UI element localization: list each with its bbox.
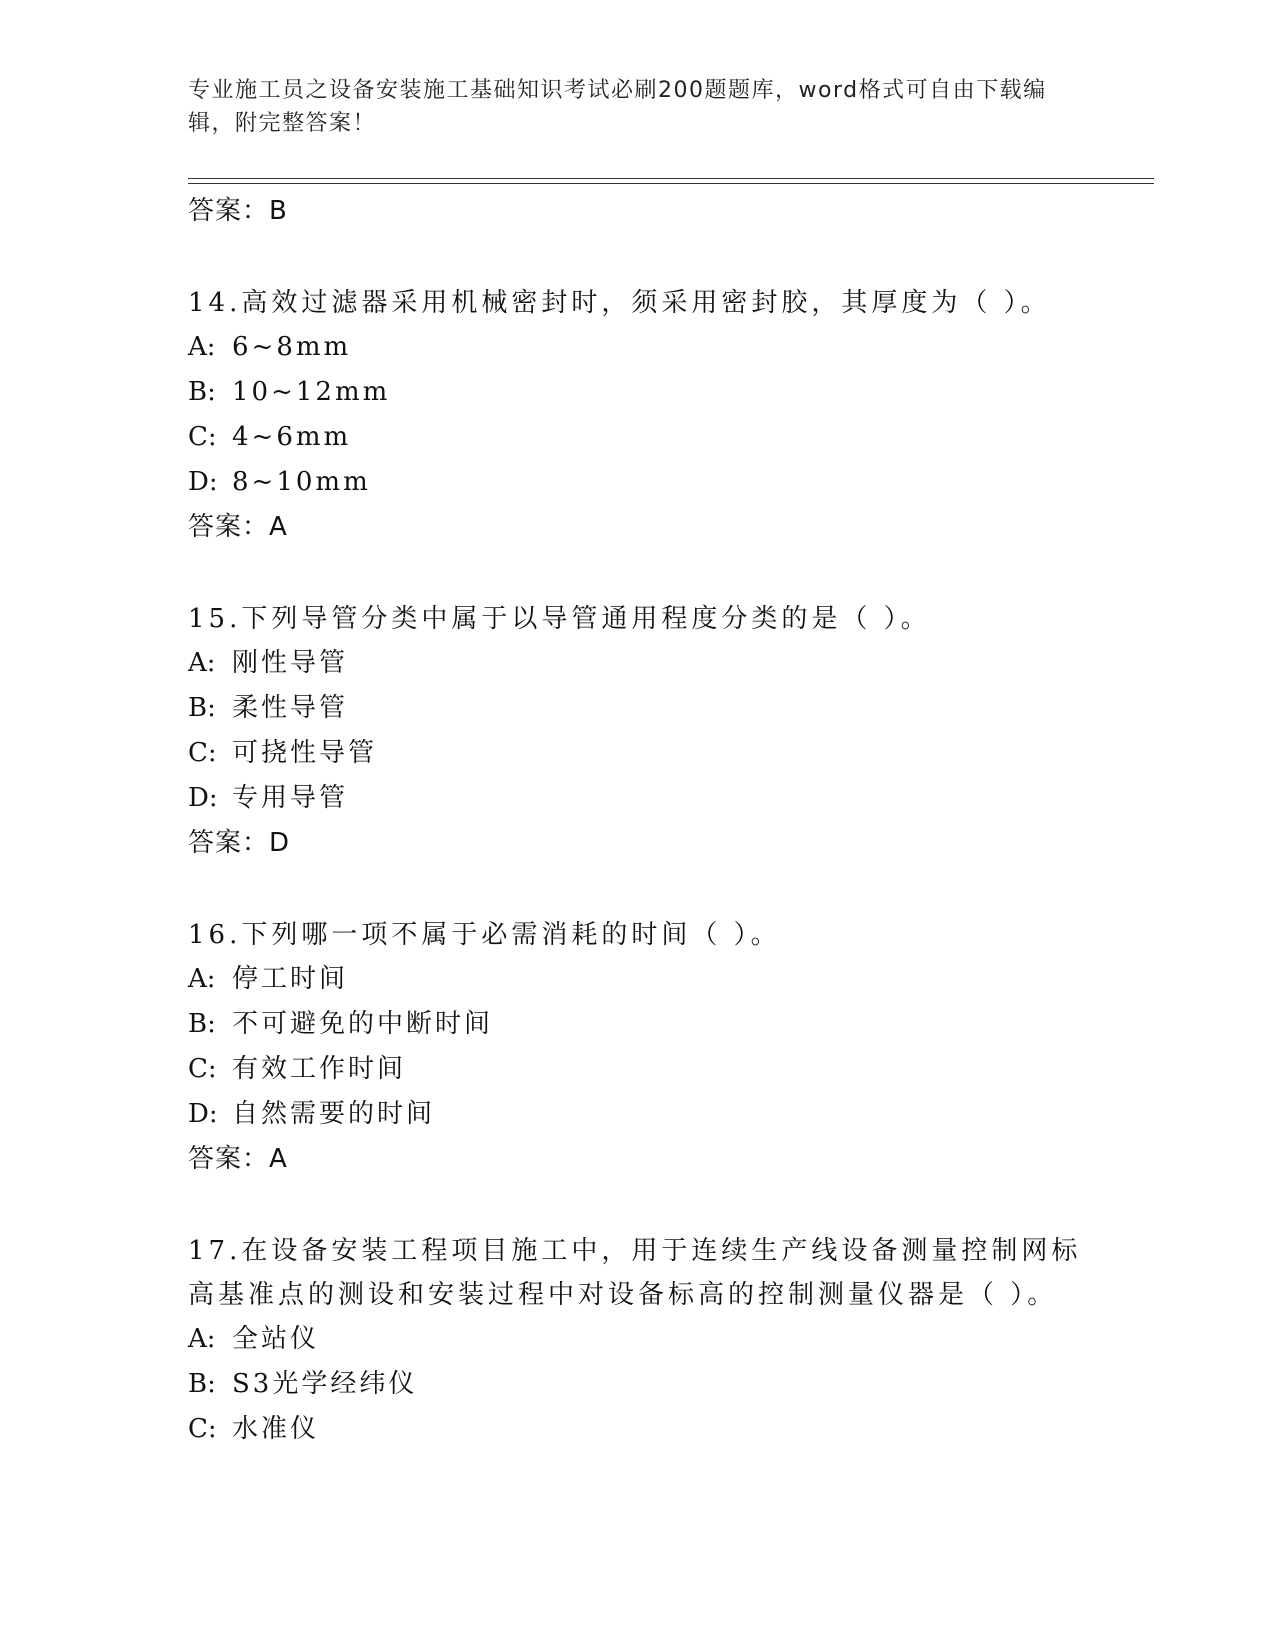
option-text: 自然需要的时间 <box>232 1099 436 1129</box>
answer-label: 答案：A <box>188 1144 288 1174</box>
option-a <box>188 325 1088 370</box>
option-key: C: <box>188 1414 217 1444</box>
option-text: 有效工作时间 <box>232 1054 407 1084</box>
option-b <box>188 686 1088 731</box>
option-text: 专用导管 <box>232 783 349 813</box>
option-d <box>188 460 1088 505</box>
question-text: 16.下列哪一项不属于必需消耗的时间（ ）。 <box>188 920 781 950</box>
question-15 <box>188 597 1088 865</box>
option-text: 刚性导管 <box>232 648 349 678</box>
question-text: 15.下列导管分类中属于以导管通用程度分类的是（ ）。 <box>188 604 931 634</box>
option-key: C: <box>188 1054 217 1084</box>
option-key: B: <box>188 1009 216 1039</box>
answer-label: 答案：B <box>188 196 288 226</box>
option-a <box>188 1317 1088 1362</box>
option-key: A: <box>188 1324 216 1354</box>
question-17 <box>188 1229 1088 1452</box>
answer-label: 答案：D <box>188 828 291 858</box>
option-key: A: <box>188 648 216 678</box>
option-d <box>188 1092 1088 1137</box>
option-key: B: <box>188 693 216 723</box>
option-text: 4~6mm <box>232 422 352 452</box>
header-divider-top <box>188 178 1154 179</box>
option-key: D: <box>188 783 218 813</box>
option-text: S3光学经纬仪 <box>232 1369 418 1399</box>
option-key: A: <box>188 332 216 362</box>
option-a <box>188 957 1088 1002</box>
question-text: 17.在设备安装工程项目施工中，用于连续生产线设备测量控制网标高基准点的测设和安装过程中对设备标高的控制测量仪器是（ ）。 <box>188 1236 1082 1310</box>
question-14 <box>188 281 1088 549</box>
option-key: D: <box>188 467 218 497</box>
option-text: 10~12mm <box>232 377 391 407</box>
option-text: 柔性导管 <box>232 693 349 723</box>
option-c <box>188 731 1088 776</box>
option-text: 不可避免的中断时间 <box>232 1009 494 1039</box>
option-key: C: <box>188 738 217 768</box>
option-c <box>188 415 1088 460</box>
question-list <box>188 185 1088 1452</box>
header-divider-bottom <box>188 183 1154 184</box>
option-text: 停工时间 <box>232 964 349 994</box>
option-b <box>188 1362 1088 1407</box>
question-text: 14.高效过滤器采用机械密封时，须采用密封胶，其厚度为（ ）。 <box>188 288 1051 318</box>
option-key: B: <box>188 377 216 407</box>
option-text: 8~10mm <box>232 467 371 497</box>
option-text: 水准仪 <box>232 1414 320 1444</box>
option-text: 可挠性导管 <box>232 738 378 768</box>
document-header: 专业施工员之设备安装施工基础知识考试必刷200题题库，word格式可自由下载编辑，附完整答案！ <box>188 78 1047 136</box>
question-16 <box>188 913 1088 1181</box>
option-text: 6~8mm <box>232 332 352 362</box>
option-a <box>188 641 1088 686</box>
option-c <box>188 1047 1088 1092</box>
option-key: D: <box>188 1099 218 1129</box>
option-c <box>188 1407 1088 1452</box>
option-d <box>188 776 1088 821</box>
option-key: A: <box>188 964 216 994</box>
option-b <box>188 370 1088 415</box>
option-key: C: <box>188 422 217 452</box>
option-b <box>188 1002 1088 1047</box>
option-text: 全站仪 <box>232 1324 320 1354</box>
answer-label: 答案：A <box>188 512 288 542</box>
option-key: B: <box>188 1369 216 1399</box>
